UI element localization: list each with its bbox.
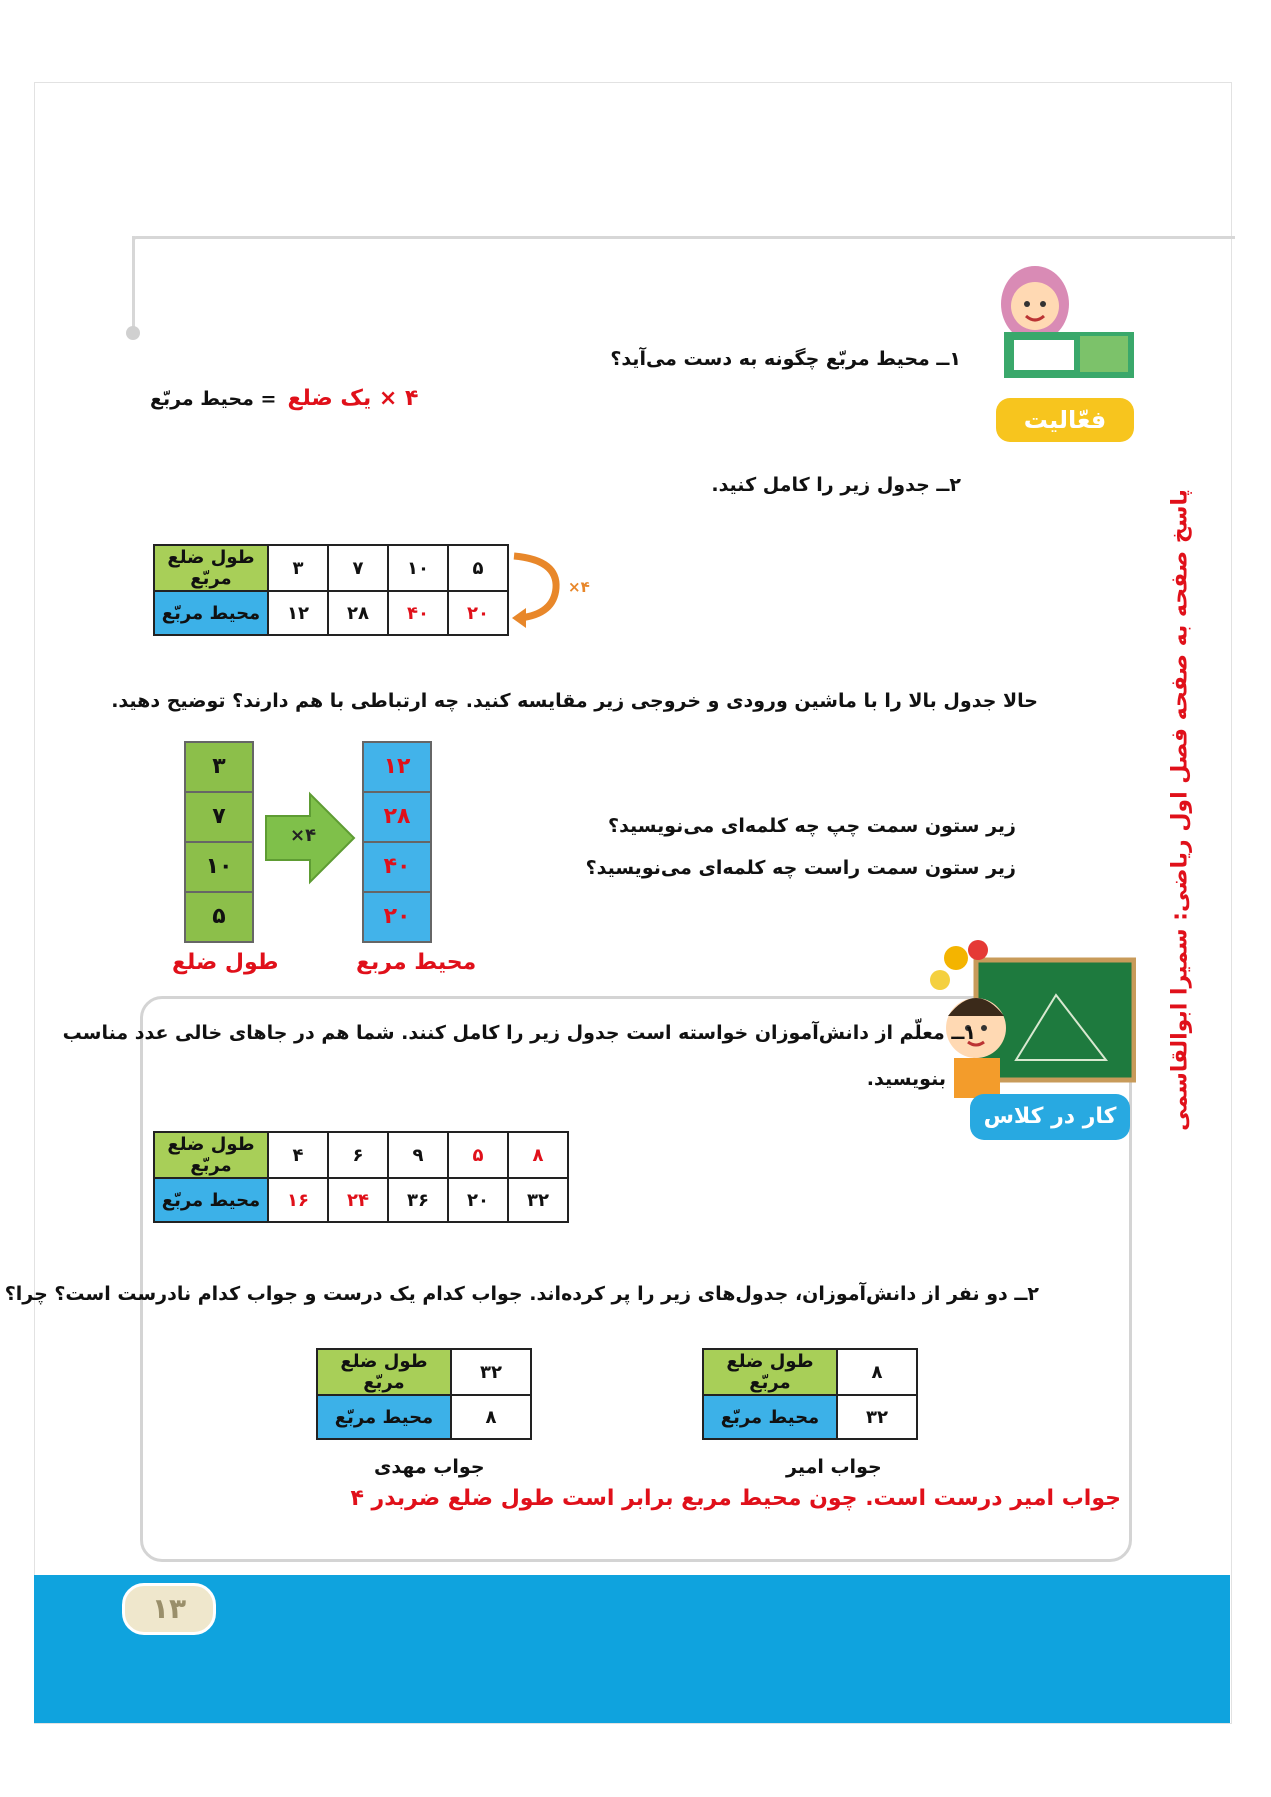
table-cell: ۳۲ xyxy=(451,1349,531,1395)
mahdi-table xyxy=(316,1348,532,1440)
side-note xyxy=(1160,489,1200,1131)
table-cell: ۴۰ xyxy=(388,591,448,635)
column-cell: ۵ xyxy=(212,904,226,929)
machine-arrow-label: ×۴ xyxy=(290,825,317,846)
answer-note: جواب امیر درست است. چون محیط مربع برابر است طول ضلع ضربدر ۴ xyxy=(350,1486,1121,1511)
classwork-question-1-cont: بنویسید. xyxy=(866,1068,946,1090)
table-cell: ۲۰ xyxy=(448,591,508,635)
table-cell: ۱۰ xyxy=(388,545,448,591)
table-cell: ۲۴ xyxy=(328,1178,388,1222)
row-header-perimeter: محیط مربّع xyxy=(317,1395,451,1439)
table-cell: ۳۲ xyxy=(837,1395,917,1439)
table-cell: ۷ xyxy=(328,545,388,591)
activity-question-2: ۲ــ جدول زیر را کامل کنید. xyxy=(711,474,961,496)
table-cell: ۳ xyxy=(268,545,328,591)
table-cell: ۲۰ xyxy=(448,1178,508,1222)
table-cell: ۵ xyxy=(448,545,508,591)
table-cell: ۴ xyxy=(268,1132,328,1178)
column-cell: ۳ xyxy=(186,743,252,793)
table-cell: ۳۶ xyxy=(388,1178,448,1222)
table-cell: ۹ xyxy=(388,1132,448,1178)
question-left-column: زیر ستون سمت چپ چه کلمه‌ای می‌نویسید؟ xyxy=(608,815,1016,837)
compare-instruction: حالا جدول بالا را با ماشین ورودی و خروجی زیر مقایسه کنید. چه ارتباطی با هم دارند؟ توضیح دهید. xyxy=(111,690,1038,712)
table-cell: ۸ xyxy=(837,1349,917,1395)
activity-badge xyxy=(996,398,1134,442)
table-row xyxy=(154,1178,568,1222)
formula-red: ۴ × یک ضلع xyxy=(287,386,419,411)
table-row xyxy=(317,1395,531,1439)
boy-blackboard-icon xyxy=(926,940,1136,1100)
section-divider xyxy=(132,236,1235,240)
table-cell: ۱۲ xyxy=(268,591,328,635)
row-header-perimeter: محیط مربّع xyxy=(154,591,268,635)
column-cell: ۲۸ xyxy=(364,793,430,843)
row-header-perimeter: محیط مربّع xyxy=(703,1395,837,1439)
classwork-badge-label: کار در کلاس xyxy=(983,1104,1117,1129)
row-header-perimeter: محیط مربّع xyxy=(154,1178,268,1222)
machine-output-column xyxy=(362,741,432,943)
row-header-side: طول ضلع مربّع xyxy=(703,1349,837,1395)
machine-input-column xyxy=(184,741,254,943)
table-cell: ۲۸ xyxy=(328,591,388,635)
column-cell: ۱۲ xyxy=(364,743,430,793)
amir-caption: جواب امیر xyxy=(786,1456,882,1478)
input-column-label: طول ضلع xyxy=(172,950,279,975)
row-header-side: طول ضلع مربّع xyxy=(154,545,268,591)
table-row xyxy=(703,1395,917,1439)
table-cell: ۸ xyxy=(508,1132,568,1178)
side-note-text: پاسخ صفحه به صفحه فصل اول ریاضی: سمیرا ابوالقاسمی xyxy=(1167,489,1193,1131)
multiplier-label: ×۴ xyxy=(568,578,590,596)
activity-table xyxy=(153,544,509,636)
divider-dot xyxy=(126,326,140,340)
column-cell: ۱۰ xyxy=(186,843,252,893)
formula-black: = محیط مربّع xyxy=(150,388,277,410)
table-row xyxy=(154,1132,568,1178)
formula-answer xyxy=(150,386,418,411)
table-row xyxy=(703,1349,917,1395)
question-right-column: زیر ستون سمت راست چه کلمه‌ای می‌نویسید؟ xyxy=(585,857,1016,879)
table-cell: ۳۲ xyxy=(508,1178,568,1222)
classwork-badge xyxy=(970,1094,1130,1140)
column-cell: ۷ xyxy=(186,793,252,843)
row-header-side: طول ضلع مربّع xyxy=(154,1132,268,1178)
row-header-side: طول ضلع مربّع xyxy=(317,1349,451,1395)
classwork-table xyxy=(153,1131,569,1223)
classwork-illustration xyxy=(926,940,1136,1100)
section-divider-vertical xyxy=(132,236,135,336)
column-cell: ۴۰ xyxy=(364,843,430,893)
classwork-question-1: ۱ــ معلّم از دانش‌آموزان خواسته است جدول زیر را کامل کنند. شما هم در جاهای خالی عدد مناسب xyxy=(62,1022,976,1044)
activity-badge-label: فعّالیت xyxy=(1023,406,1107,434)
table-row xyxy=(317,1349,531,1395)
curved-arrow-icon xyxy=(508,548,570,632)
amir-table xyxy=(702,1348,918,1440)
mahdi-caption: جواب مهدی xyxy=(374,1456,485,1478)
output-column-label: محیط مربع xyxy=(356,950,477,975)
table-row xyxy=(154,545,508,591)
table-row xyxy=(154,591,508,635)
column-cell: ۲۰ xyxy=(383,904,411,929)
activity-question-1: ۱ــ محیط مربّع چگونه به دست می‌آید؟ xyxy=(610,348,961,370)
table-cell: ۱۶ xyxy=(268,1178,328,1222)
table-cell: ۶ xyxy=(328,1132,388,1178)
page-number: ۱۳ xyxy=(122,1583,216,1635)
table-cell: ۵ xyxy=(448,1132,508,1178)
classwork-question-2: ۲ــ دو نفر از دانش‌آموزان، جدول‌های زیر را پر کرده‌اند. جواب کدام یک درست و جواب کدام نادرست است؟ چرا؟ xyxy=(4,1283,1039,1305)
table-cell: ۸ xyxy=(451,1395,531,1439)
